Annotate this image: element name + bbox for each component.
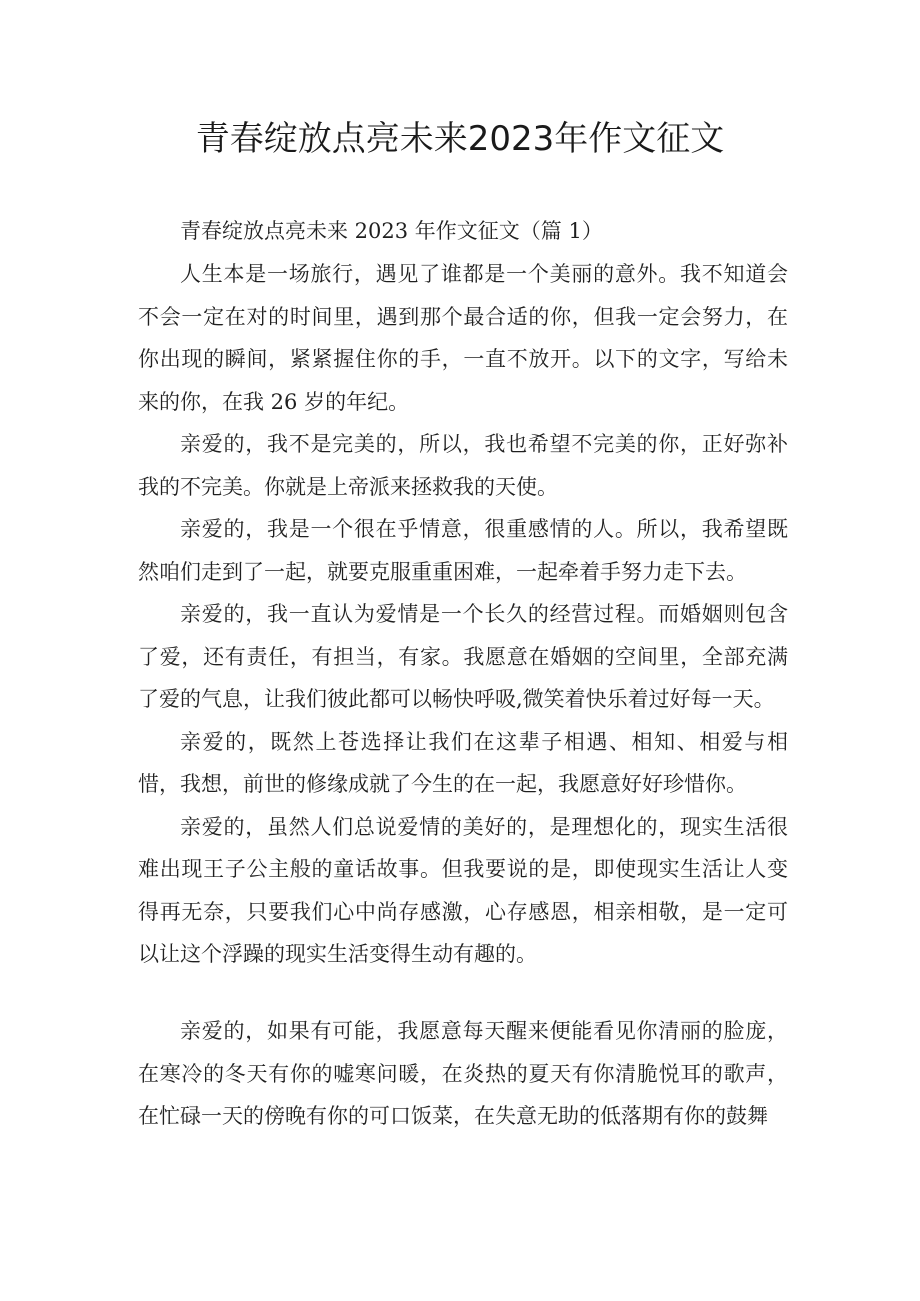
paragraph: 亲爱的，我不是完美的，所以，我也希望不完美的你，正好弥补我的不完美。你就是上帝派来拯救我的天使。 (138, 432, 788, 499)
paragraph: 人生本是一场旅行，遇见了谁都是一个美丽的意外。我不知道会不会一定在对的时间里，遇到那个最合适的你，但我一定会努力，在你出现的瞬间，紧紧握住你的手，一直不放开。以下的文字，写给未来的你，在我 26 岁的年纪。 (138, 262, 788, 414)
paragraph: 亲爱的，虽然人们总说爱情的美好的，是理想化的，现实生活很难出现王子公主般的童话故事。但我要说的是，即使现实生活让人变得再无奈，只要我们心中尚存感激，心存感恩，相亲相敬，是一定可以让这个浮躁的现实生活变得生动有趣的。 (138, 814, 788, 966)
paragraph: 亲爱的，如果有可能，我愿意每天醒来便能看见你清丽的脸庞，在寒冷的冬天有你的嘘寒问暖，在炎热的夏天有你清脆悦耳的歌声，在忙碌一天的傍晚有你的可口饭菜，在失意无助的低落期有你的鼓舞 (138, 1019, 788, 1128)
document-body-continued (138, 1010, 788, 1138)
paragraph: 亲爱的，我一直认为爱情是一个长久的经营过程。而婚姻则包含了爱，还有责任，有担当，有家。我愿意在婚姻的空间里，全部充满了爱的气息，让我们彼此都可以畅快呼吸,微笑着快乐着过好每一天。 (138, 602, 788, 711)
document-subtitle: 青春绽放点亮未来 2023 年作文征文（篇 1） (180, 219, 603, 243)
paragraph: 亲爱的，我是一个很在乎情意，很重感情的人。所以，我希望既然咱们走到了一起，就要克服重重困难，一起牵着手努力走下去。 (138, 517, 788, 584)
document-body (138, 253, 788, 976)
document-title: 青春绽放点亮未来2023年作文征文 (195, 119, 725, 159)
paragraph: 亲爱的，既然上苍选择让我们在这辈子相遇、相知、相爱与相惜，我想，前世的修缘成就了今生的在一起，我愿意好好珍惜你。 (138, 729, 788, 796)
